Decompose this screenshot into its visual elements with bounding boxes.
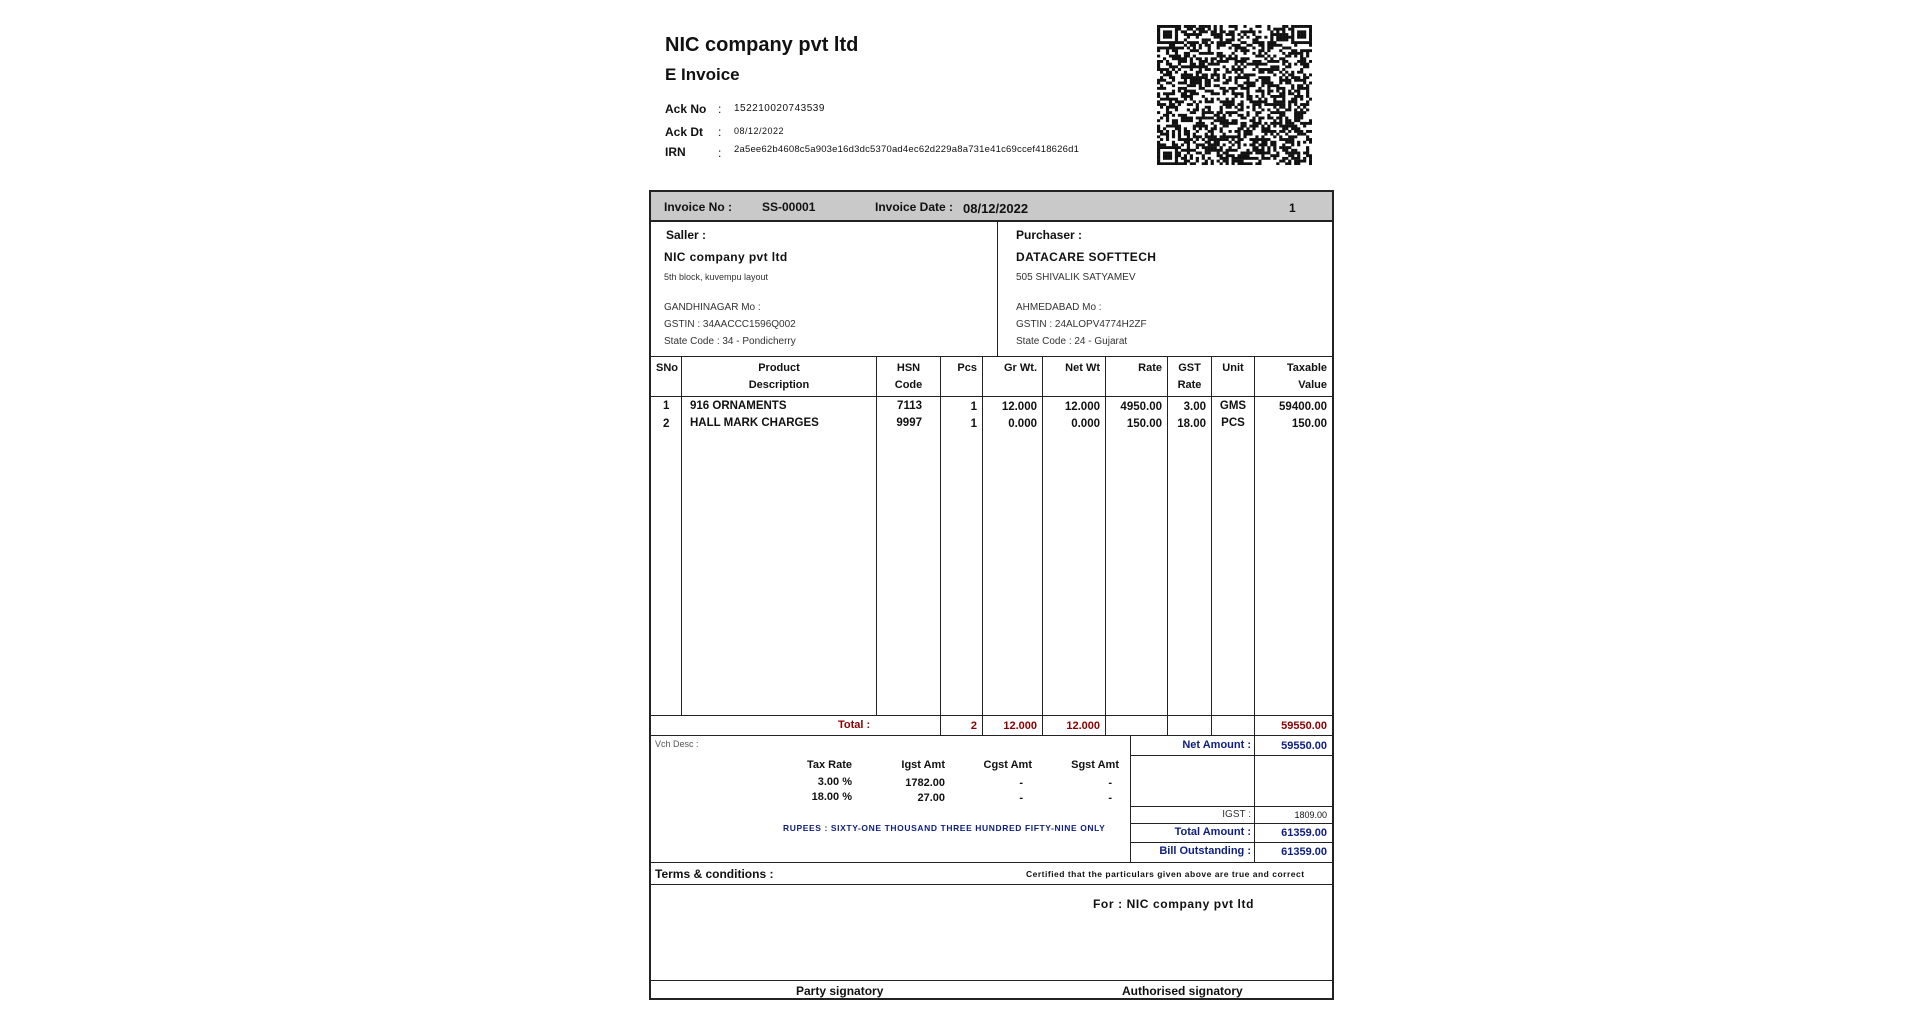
ack-no-label: Ack No bbox=[665, 102, 707, 116]
row2-taxable: 150.00 bbox=[1291, 418, 1327, 430]
row1-sno: 1 bbox=[663, 400, 670, 412]
amount-in-words: RUPEES : SIXTY-ONE THOUSAND THREE HUNDRED FIFTY-NINE ONLY bbox=[783, 823, 1106, 833]
row1-unit: GMS bbox=[1219, 400, 1247, 412]
row1-pcs: 1 bbox=[970, 401, 977, 413]
tax2-igst: 27.00 bbox=[917, 792, 945, 804]
tax2-rate: 18.00 % bbox=[811, 791, 852, 803]
bill-outstanding-value: 61359.00 bbox=[1281, 846, 1327, 858]
sgst-amt-header: Sgst Amt bbox=[1071, 759, 1119, 771]
purchaser-gstin: GSTIN : 24ALOPV4774H2ZF bbox=[1016, 319, 1147, 330]
purchaser-city: AHMEDABAD Mo : bbox=[1016, 302, 1102, 313]
page-number: 1 bbox=[1289, 201, 1296, 215]
total-label: Total : bbox=[838, 719, 871, 731]
seller-state: State Code : 34 - Pondicherry bbox=[664, 336, 796, 347]
tax1-sgst: - bbox=[1108, 777, 1112, 789]
irn-label: IRN bbox=[665, 145, 686, 159]
col-taxable-2: Value bbox=[1298, 379, 1327, 391]
row1-taxable: 59400.00 bbox=[1279, 401, 1327, 413]
ack-no-colon: : bbox=[718, 102, 722, 116]
row2-sno: 2 bbox=[663, 418, 670, 430]
invoice-no-value: SS-00001 bbox=[762, 200, 816, 214]
col-desc-1: Product bbox=[758, 362, 800, 374]
col-pcs: Pcs bbox=[957, 362, 977, 374]
bill-outstanding-label: Bill Outstanding : bbox=[1159, 845, 1251, 857]
row1-desc: 916 ORNAMENTS bbox=[690, 400, 787, 412]
purchaser-label: Purchaser : bbox=[1016, 228, 1083, 242]
row1-hsn: 7113 bbox=[897, 400, 922, 412]
col-gst-1: GST bbox=[1178, 362, 1201, 374]
row1-gst: 3.00 bbox=[1183, 401, 1206, 413]
row2-rate: 150.00 bbox=[1126, 418, 1162, 430]
igst-amt-header: Igst Amt bbox=[901, 759, 945, 771]
row2-gst: 18.00 bbox=[1177, 418, 1206, 430]
col-taxable-1: Taxable bbox=[1286, 362, 1327, 374]
row1-netwt: 12.000 bbox=[1064, 401, 1100, 413]
certified-text: Certified that the particulars given above are true and correct bbox=[1026, 869, 1305, 879]
ack-dt-label: Ack Dt bbox=[665, 125, 704, 139]
total-taxable: 59550.00 bbox=[1281, 720, 1327, 732]
total-netwt: 12.000 bbox=[1066, 720, 1100, 732]
col-grwt: Gr Wt. bbox=[1004, 362, 1037, 374]
irn-colon: : bbox=[718, 146, 722, 160]
invoice-no-label: Invoice No : bbox=[664, 200, 733, 214]
row2-hsn: 9997 bbox=[896, 417, 922, 429]
seller-gstin: GSTIN : 34AACCC1596Q002 bbox=[664, 319, 796, 330]
irn-value: 2a5ee62b4608c5a903e16d3dc5370ad4ec62d229a8a731e41c69ccef418626d1 bbox=[734, 144, 1080, 155]
purchaser-state: State Code : 24 - Gujarat bbox=[1016, 336, 1128, 347]
total-pcs: 2 bbox=[970, 720, 977, 732]
seller-city: GANDHINAGAR Mo : bbox=[664, 302, 761, 313]
col-rate: Rate bbox=[1138, 362, 1162, 374]
vch-desc: Vch Desc : bbox=[655, 739, 699, 749]
seller-name: NIC company pvt ltd bbox=[664, 250, 788, 264]
igst-label: IGST : bbox=[1222, 809, 1251, 820]
total-amount-value: 61359.00 bbox=[1281, 827, 1327, 839]
total-grwt: 12.000 bbox=[1003, 720, 1037, 732]
ack-dt-value: 08/12/2022 bbox=[734, 126, 785, 136]
tax2-cgst: - bbox=[1019, 792, 1023, 804]
row1-grwt: 12.000 bbox=[1001, 401, 1037, 413]
invoice-date-label: Invoice Date : bbox=[875, 200, 954, 214]
row2-grwt: 0.000 bbox=[1008, 418, 1037, 430]
purchaser-address: 505 SHIVALIK SATYAMEV bbox=[1016, 272, 1136, 283]
terms-label: Terms & conditions : bbox=[655, 867, 774, 881]
invoice-date-value: 08/12/2022 bbox=[963, 201, 1029, 216]
seller-label: Saller : bbox=[666, 228, 707, 242]
row2-desc: HALL MARK CHARGES bbox=[690, 417, 819, 429]
row1-rate: 4950.00 bbox=[1120, 401, 1162, 413]
col-sno: SNo bbox=[656, 362, 678, 374]
ack-no-value: 152210020743539 bbox=[734, 103, 825, 114]
tax2-sgst: - bbox=[1108, 792, 1112, 804]
col-netwt: Net Wt bbox=[1065, 362, 1100, 374]
tax-rate-header: Tax Rate bbox=[806, 759, 852, 771]
net-amount-value: 59550.00 bbox=[1281, 740, 1327, 752]
col-hsn-1: HSN bbox=[896, 362, 921, 374]
col-desc-2: Description bbox=[748, 379, 810, 391]
company-name: NIC company pvt ltd bbox=[665, 34, 859, 56]
col-hsn-2: Code bbox=[894, 379, 923, 391]
document-type: E Invoice bbox=[665, 65, 740, 84]
row2-netwt: 0.000 bbox=[1071, 418, 1100, 430]
net-amount-label: Net Amount : bbox=[1182, 739, 1251, 751]
seller-address: 5th block, kuvempu layout bbox=[664, 272, 769, 282]
tax1-igst: 1782.00 bbox=[905, 777, 945, 789]
tax1-rate: 3.00 % bbox=[817, 776, 852, 788]
ack-dt-colon: : bbox=[718, 125, 722, 139]
igst-value: 1809.00 bbox=[1294, 810, 1327, 820]
col-gst-2: Rate bbox=[1177, 379, 1202, 391]
purchaser-name: DATACARE SOFTTECH bbox=[1016, 250, 1157, 264]
qr-code-icon bbox=[1157, 25, 1312, 165]
col-unit: Unit bbox=[1222, 362, 1244, 374]
row2-pcs: 1 bbox=[970, 418, 977, 430]
tax1-cgst: - bbox=[1019, 777, 1023, 789]
row2-unit: PCS bbox=[1221, 417, 1245, 429]
total-amount-label: Total Amount : bbox=[1174, 826, 1251, 838]
authorised-signatory: Authorised signatory bbox=[1122, 984, 1243, 998]
cgst-amt-header: Cgst Amt bbox=[983, 759, 1032, 771]
party-signatory: Party signatory bbox=[796, 984, 884, 998]
for-company: For : NIC company pvt ltd bbox=[1093, 897, 1255, 911]
